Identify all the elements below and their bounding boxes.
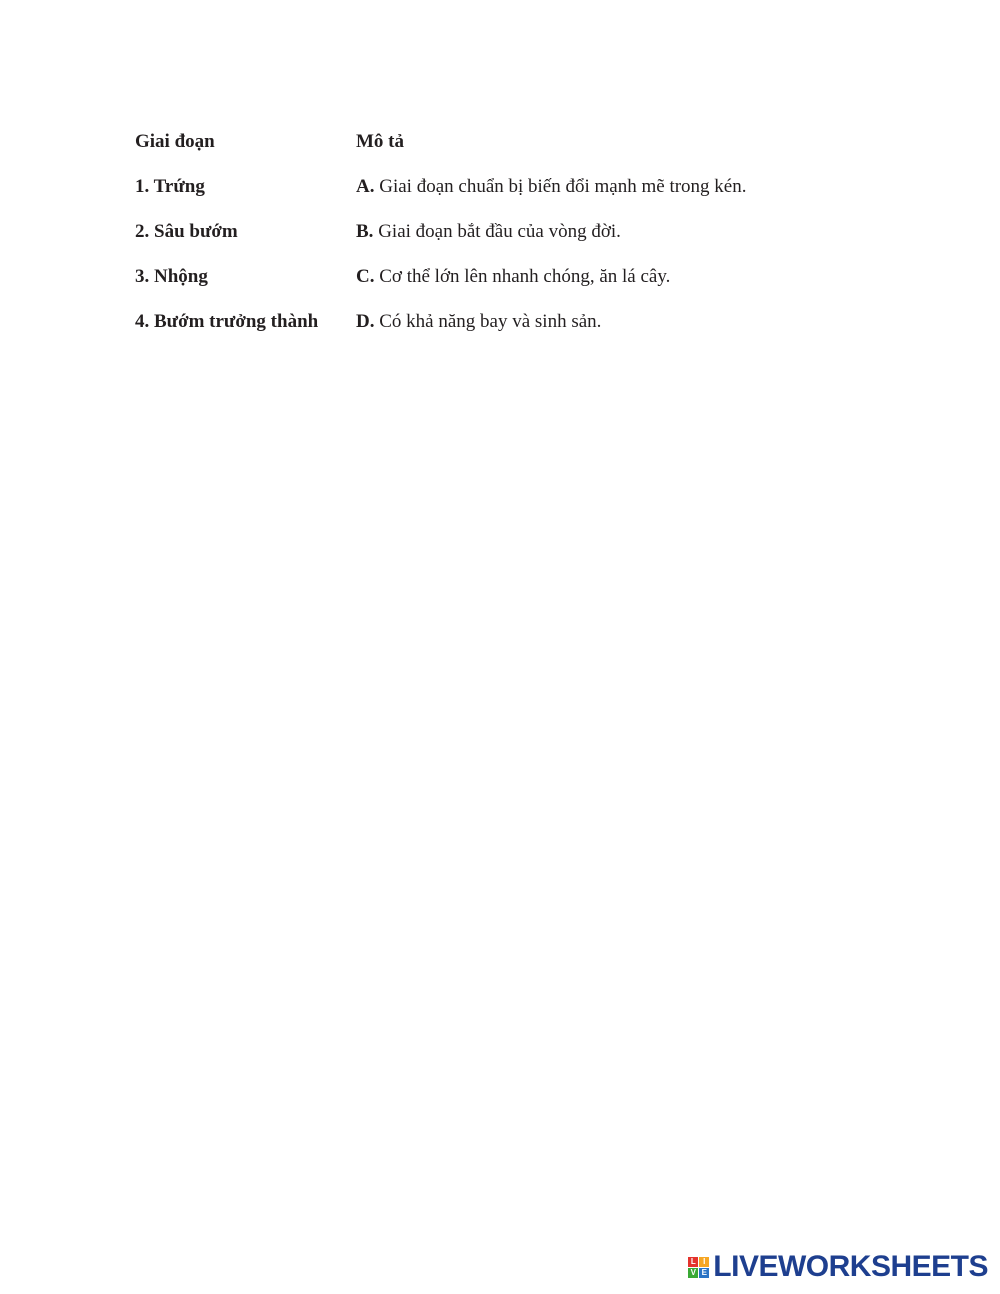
stage-label: 2. Sâu bướm bbox=[135, 221, 238, 242]
option-letter: D. bbox=[356, 311, 375, 332]
table-row bbox=[135, 308, 895, 353]
option-text: Giai đoạn chuẩn bị biến đổi mạnh mẽ trong kén. bbox=[379, 176, 747, 197]
option-text: Giai đoạn bắt đầu của vòng đời. bbox=[378, 221, 621, 242]
stage-label: 4. Bướm trưởng thành bbox=[135, 311, 319, 332]
description-cell bbox=[356, 218, 621, 246]
header-description: Mô tả bbox=[356, 131, 405, 152]
table-row bbox=[135, 173, 895, 218]
logo-letter-i: I bbox=[699, 1257, 709, 1267]
stage-label: 1. Trứng bbox=[135, 176, 205, 197]
description-cell bbox=[356, 173, 746, 201]
header-stage: Giai đoạn bbox=[135, 131, 215, 152]
logo-letter-l: L bbox=[688, 1257, 698, 1267]
description-cell bbox=[356, 308, 601, 336]
liveworksheets-logo bbox=[688, 1252, 988, 1282]
logo-letter-e: E bbox=[699, 1268, 709, 1278]
brand-name: LIVEWORKSHEETS bbox=[713, 1250, 988, 1283]
table-row bbox=[135, 218, 895, 263]
table-row bbox=[135, 263, 895, 308]
logo-letter-v: V bbox=[688, 1268, 698, 1278]
stage-label: 3. Nhộng bbox=[135, 266, 208, 287]
option-letter: C. bbox=[356, 266, 375, 287]
logo-mark-icon bbox=[688, 1257, 709, 1278]
option-letter: A. bbox=[356, 176, 375, 197]
matching-table bbox=[135, 128, 895, 353]
option-text: Có khả năng bay và sinh sản. bbox=[379, 311, 602, 332]
description-cell bbox=[356, 263, 670, 291]
table-header bbox=[135, 128, 895, 173]
option-text: Cơ thể lớn lên nhanh chóng, ăn lá cây. bbox=[379, 266, 671, 287]
option-letter: B. bbox=[356, 221, 374, 242]
